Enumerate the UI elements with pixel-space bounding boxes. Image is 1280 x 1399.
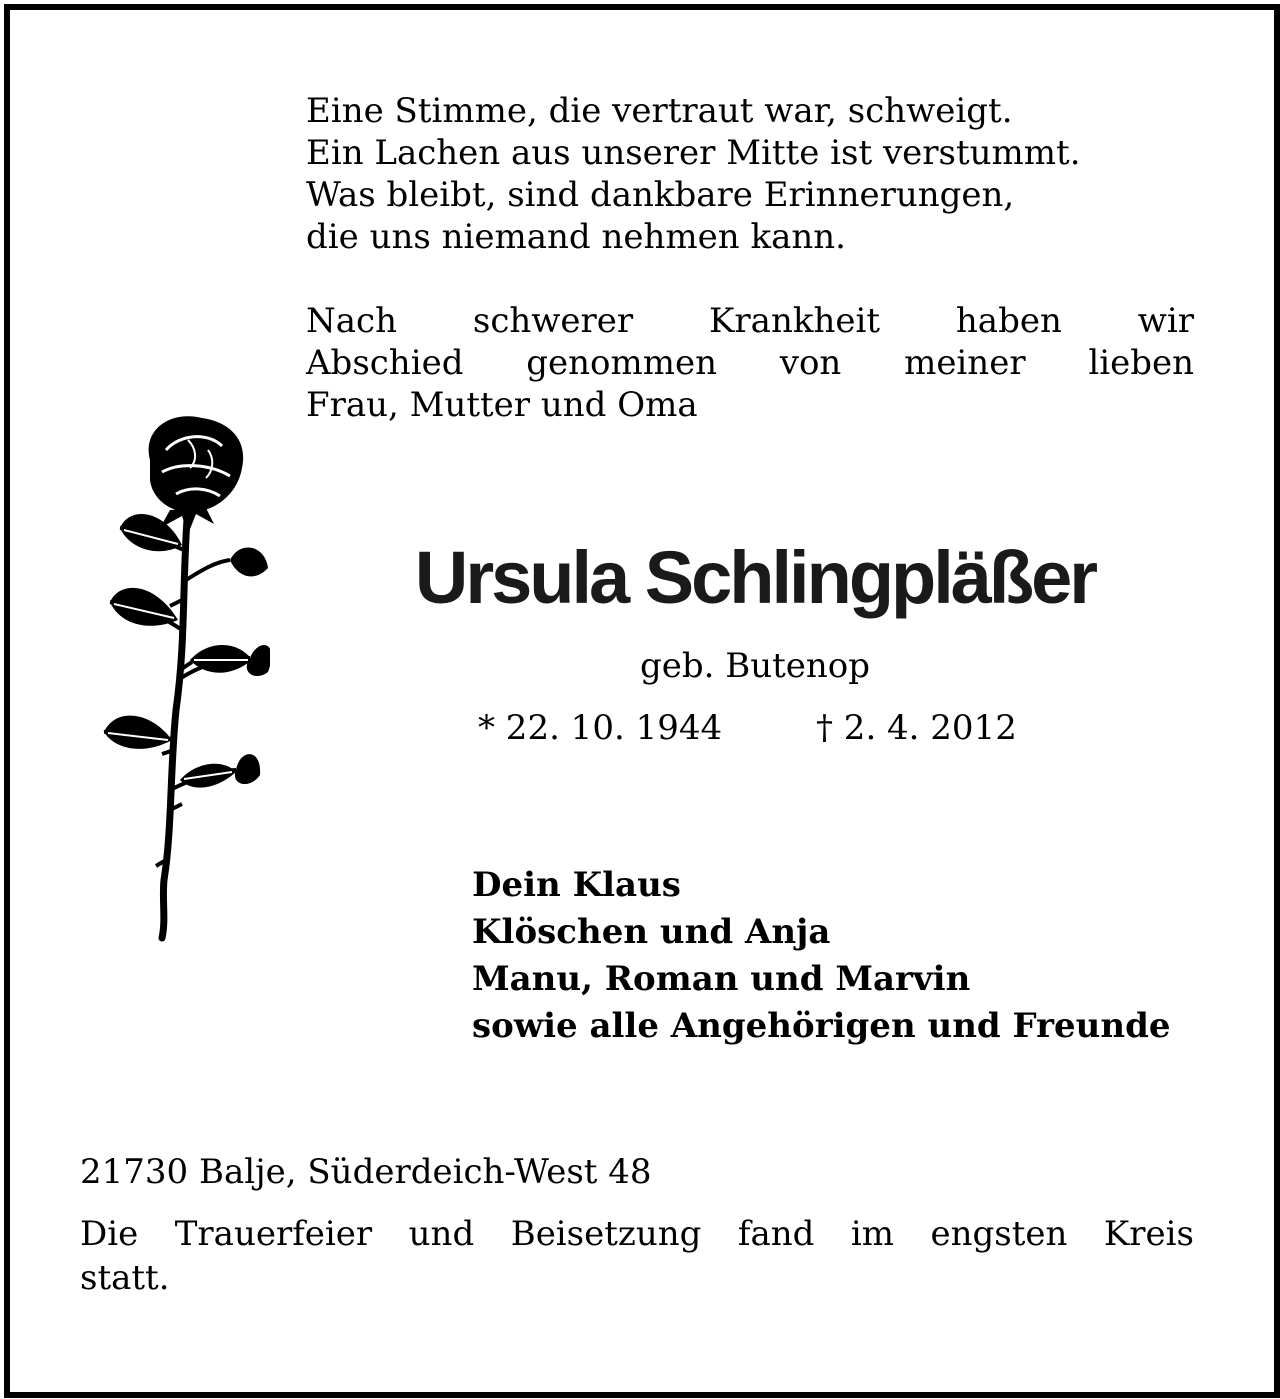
birth-name: geb. Butenop (639, 646, 871, 686)
announcement (306, 300, 1194, 426)
mourners-list (472, 862, 1170, 1050)
announcement-line: Frau, Mutter und Oma (306, 385, 698, 425)
poem-line: Eine Stimme, die vertraut war, schweigt. (306, 91, 1013, 131)
notice-line: Die Trauerfeier und Beisetzung fand im engsten Kreis (80, 1214, 1194, 1254)
poem-line: Was bleibt, sind dankbare Erinnerungen, (306, 175, 1015, 215)
poem (306, 90, 1194, 258)
notice-line: statt. (80, 1258, 170, 1298)
death-date: † 2. 4. 2012 (816, 708, 1017, 748)
rose-icon (90, 410, 270, 950)
funeral-notice (80, 1212, 1194, 1300)
poem-line: die uns niemand nehmen kann. (306, 217, 846, 257)
poem-line: Ein Lachen aus unserer Mitte ist verstummt. (306, 133, 1081, 173)
mourner-line: Dein Klaus (472, 865, 681, 905)
mourner-line: Klöschen und Anja (472, 912, 831, 952)
address: 21730 Balje, Süderdeich-West 48 (80, 1152, 652, 1192)
birth-date: * 22. 10. 1944 (478, 708, 723, 748)
deceased-name: Ursula Schlingpläßer (414, 536, 1096, 619)
announcement-line: Nach schwerer Krankheit haben wir (306, 301, 1194, 341)
announcement-line: Abschied genommen von meiner lieben (306, 343, 1194, 383)
mourner-line: Manu, Roman und Marvin (472, 959, 971, 999)
mourner-line: sowie alle Angehörigen und Freunde (472, 1006, 1171, 1046)
